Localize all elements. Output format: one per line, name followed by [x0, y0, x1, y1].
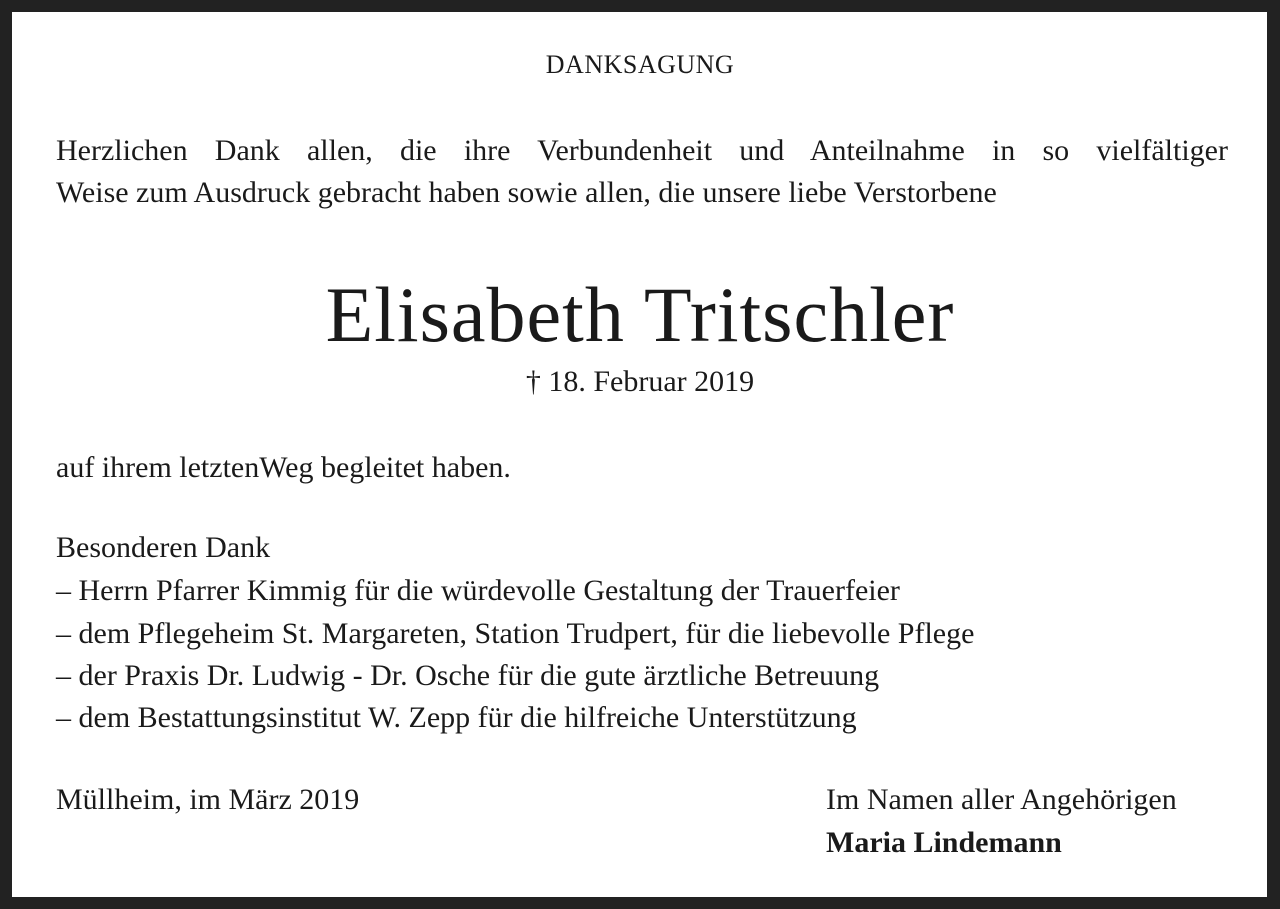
- special-thanks-title: Besonderen Dank: [56, 531, 271, 564]
- intro-line-1: Herzlichen Dank allen, die ihre Verbundenheit und Anteilnahme in so vielfältiger: [56, 134, 1228, 167]
- notice-heading: DANKSAGUNG: [545, 50, 735, 79]
- intro-line-2: Weise zum Ausdruck gebracht haben sowie allen, die unsere liebe Verstorbene: [56, 176, 997, 209]
- signer-name: Maria Lindemann: [826, 826, 1062, 859]
- place-date: Müllheim, im März 2019: [56, 783, 360, 816]
- death-date: † 18. Februar 2019: [525, 365, 755, 398]
- special-thanks-item: – dem Bestattungsinstitut W. Zepp für die hilfreiche Unterstützung: [56, 701, 857, 734]
- closing-phrase: auf ihrem letztenWeg begleitet haben.: [56, 451, 511, 484]
- special-thanks-item: – dem Pflegeheim St. Margareten, Station Trudpert, für die liebevolle Pflege: [56, 617, 975, 650]
- special-thanks-item: – der Praxis Dr. Ludwig - Dr. Osche für die gute ärztliche Betreuung: [56, 659, 880, 692]
- on-behalf-line: Im Namen aller Angehörigen: [826, 783, 1177, 816]
- deceased-name: Elisabeth Tritschler: [325, 271, 955, 358]
- special-thanks-item: – Herrn Pfarrer Kimmig für die würdevolle Gestaltung der Trauerfeier: [56, 574, 900, 607]
- intro-paragraph: [56, 130, 1228, 214]
